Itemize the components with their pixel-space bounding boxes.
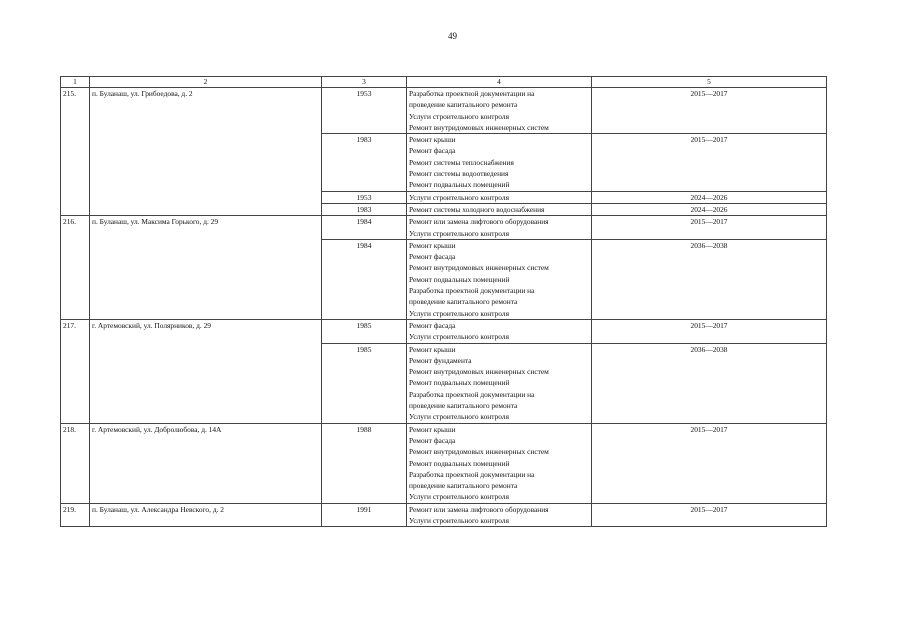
entry-address: п. Буланаш, ул. Грибоедова, д. 2 (90, 88, 322, 134)
table-row (61, 239, 827, 319)
work-item: Ремонт подвальных помещений (409, 180, 510, 190)
work-item: Услуги строительного контроля (409, 111, 509, 121)
work-item: Услуги строительного контроля (409, 308, 509, 318)
repair-period: 2024—2026 (592, 191, 827, 203)
work-item: Ремонт системы водоотведения (409, 169, 509, 179)
column-header: 5 (592, 77, 827, 88)
entry-address: п. Буланаш, ул. Александра Невского, д. 2 (90, 503, 322, 527)
work-item: Ремонт фасада (409, 435, 456, 445)
table-row (61, 191, 827, 203)
entry-number (61, 239, 90, 319)
work-item: Услуги строительного контроля (409, 228, 509, 238)
header-row (61, 77, 827, 88)
work-item: Услуги строительного контроля (409, 412, 509, 422)
table-row (61, 134, 827, 191)
entry-address (90, 239, 322, 319)
work-item: Ремонт или замена лифтового оборудования (409, 217, 549, 227)
works-list (407, 239, 592, 319)
repair-period: 2015—2017 (592, 503, 827, 527)
build-year: 1953 (322, 191, 407, 203)
works-list (407, 203, 592, 215)
table-row (61, 216, 827, 240)
entry-address (90, 191, 322, 203)
build-year: 1983 (322, 134, 407, 191)
work-item: Разработка проектной документации на (409, 89, 535, 98)
entry-address: г. Артемовский, ул. Добролюбова, д. 14А (90, 423, 322, 503)
entry-address: п. Буланаш, ул. Максима Горького, д. 29 (90, 216, 322, 240)
entry-number: 216. (61, 216, 90, 240)
column-header: 4 (407, 77, 592, 88)
entry-number: 217. (61, 319, 90, 343)
work-item: проведение капитального ремонта (409, 100, 518, 110)
work-item: Ремонт крыши (409, 344, 456, 354)
work-item: Услуги строительного контроля (409, 332, 509, 342)
build-year: 1953 (322, 88, 407, 134)
work-item: проведение капитального ремонта (409, 297, 518, 307)
work-item: Ремонт внутридомовых инженерных систем (409, 447, 549, 457)
entry-address (90, 134, 322, 191)
work-item: проведение капитального ремонта (409, 481, 518, 491)
work-item: Ремонт подвальных помещений (409, 378, 510, 388)
repair-period: 2024—2026 (592, 203, 827, 215)
work-item: Ремонт крыши (409, 424, 456, 434)
repair-period: 2015—2017 (592, 423, 827, 503)
work-item: Ремонт подвальных помещений (409, 274, 510, 284)
work-item: Ремонт крыши (409, 135, 456, 145)
work-item: Разработка проектной документации на (409, 286, 535, 296)
build-year: 1983 (322, 203, 407, 215)
entry-number: 218. (61, 423, 90, 503)
repair-schedule-table (60, 76, 827, 527)
work-item: Ремонт фасада (409, 146, 456, 156)
repair-period: 2015—2017 (592, 319, 827, 343)
work-item: Ремонт подвальных помещений (409, 458, 510, 468)
work-item: Услуги строительного контроля (409, 515, 509, 525)
work-item: Ремонт внутридомовых инженерных систем (409, 367, 549, 377)
work-item: Ремонт системы холодного водоснабжения (409, 204, 545, 214)
repair-period: 2015—2017 (592, 88, 827, 134)
table-row (61, 503, 827, 527)
column-header: 1 (61, 77, 90, 88)
works-list (407, 216, 592, 240)
works-list (407, 423, 592, 503)
table-row (61, 423, 827, 503)
work-item: Ремонт внутридомовых инженерных систем (409, 263, 549, 273)
build-year: 1991 (322, 503, 407, 527)
build-year: 1988 (322, 423, 407, 503)
works-list (407, 503, 592, 527)
entry-number (61, 203, 90, 215)
works-list (407, 191, 592, 203)
work-item: Услуги строительного контроля (409, 192, 509, 202)
entry-number: 215. (61, 88, 90, 134)
repair-period: 2015—2017 (592, 216, 827, 240)
work-item: Ремонт фундамента (409, 355, 472, 365)
table-row (61, 319, 827, 343)
table-row (61, 88, 827, 134)
work-item: Разработка проектной документации на (409, 469, 535, 479)
column-header: 3 (322, 77, 407, 88)
works-list (407, 319, 592, 343)
entry-number: 219. (61, 503, 90, 527)
work-item: Ремонт фасада (409, 320, 456, 330)
work-item: проведение капитального ремонта (409, 401, 518, 411)
works-list (407, 88, 592, 134)
build-year: 1984 (322, 239, 407, 319)
page-number: 49 (448, 31, 457, 41)
works-list (407, 343, 592, 423)
entry-number (61, 191, 90, 203)
entry-number (61, 343, 90, 423)
entry-address (90, 343, 322, 423)
table-row (61, 203, 827, 215)
entry-address: г. Артемовский, ул. Полярников, д. 29 (90, 319, 322, 343)
work-item: Ремонт или замена лифтового оборудования (409, 504, 549, 514)
work-item: Ремонт системы теплоснабжения (409, 157, 514, 167)
table-row (61, 343, 827, 423)
work-item: Услуги строительного контроля (409, 492, 509, 502)
build-year: 1985 (322, 343, 407, 423)
repair-period: 2015—2017 (592, 134, 827, 191)
repair-period: 2036—2038 (592, 343, 827, 423)
work-item: Ремонт внутридомовых инженерных систем (409, 122, 549, 132)
build-year: 1985 (322, 319, 407, 343)
build-year: 1984 (322, 216, 407, 240)
works-list (407, 134, 592, 191)
work-item: Ремонт крыши (409, 240, 456, 250)
column-header: 2 (90, 77, 322, 88)
repair-period: 2036—2038 (592, 239, 827, 319)
work-item: Ремонт фасада (409, 252, 456, 262)
work-item: Разработка проектной документации на (409, 389, 535, 399)
entry-number (61, 134, 90, 191)
entry-address (90, 203, 322, 215)
